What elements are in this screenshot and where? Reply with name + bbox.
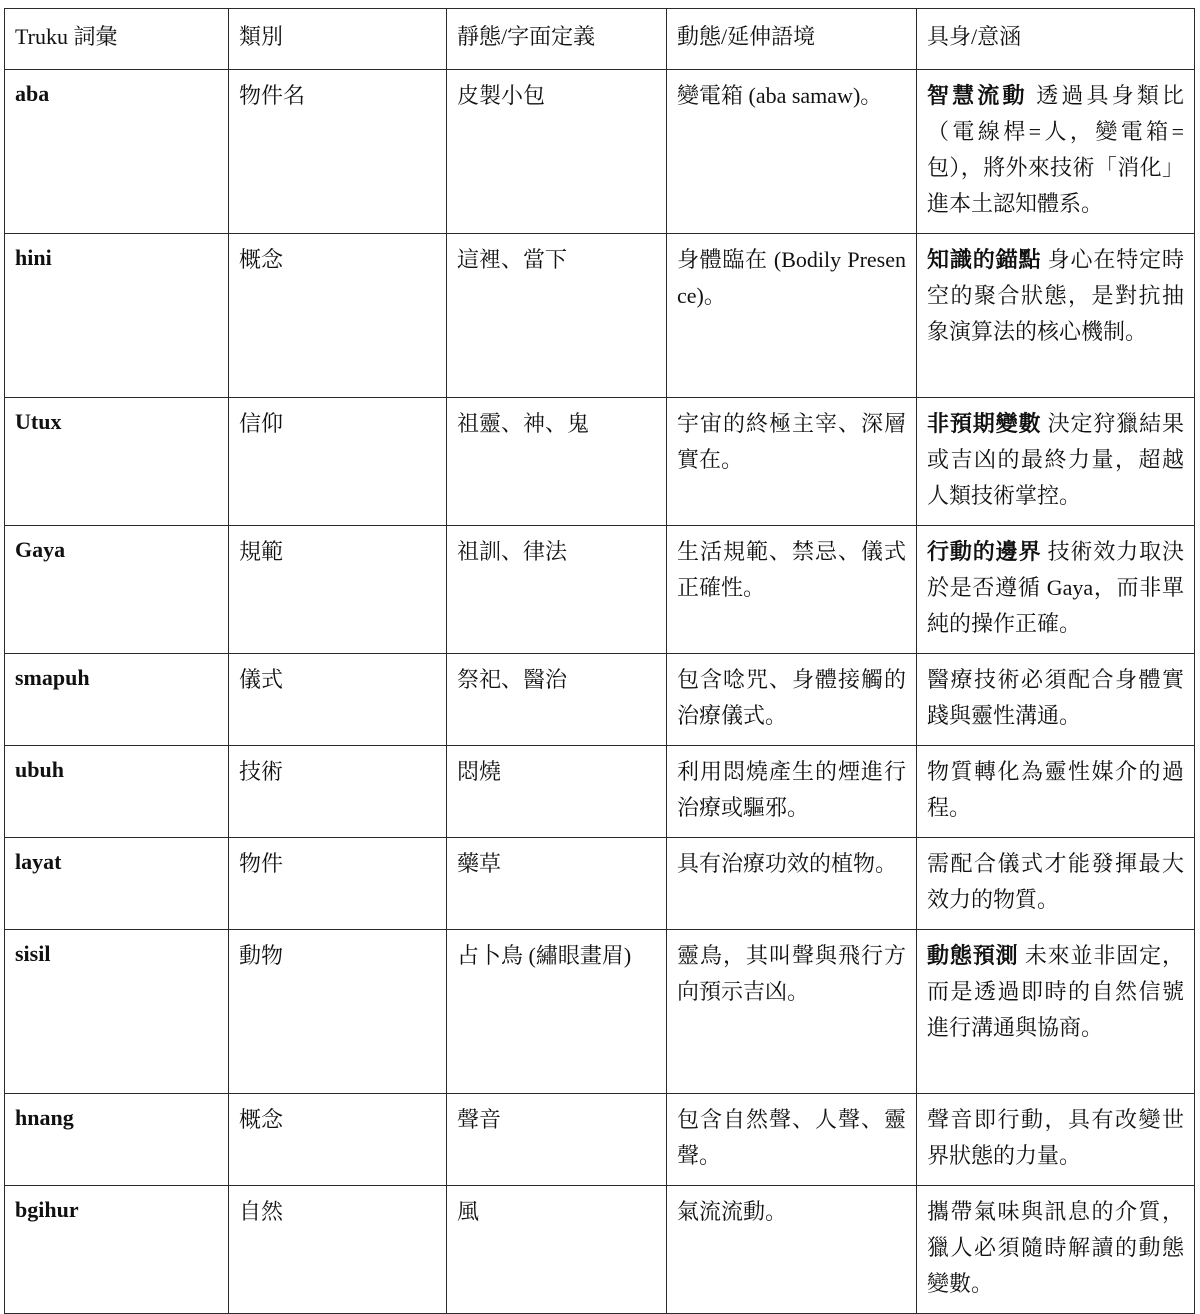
meaning-cell	[917, 70, 1195, 234]
meaning-cell	[917, 654, 1195, 746]
table-row	[5, 746, 1195, 838]
header-dynamic-context: 動態/延伸語境	[667, 9, 917, 70]
meaning-lead: 行動的邊界	[927, 539, 1042, 564]
meaning-cell	[917, 838, 1195, 930]
meaning-text: 需配合儀式才能發揮最大效力的物質。	[927, 851, 1184, 912]
meaning-cell	[917, 930, 1195, 1094]
table-row	[5, 1186, 1195, 1314]
dynamic-cell: 氣流流動。	[667, 1186, 917, 1314]
dynamic-cell: 包含自然聲、人聲、靈聲。	[667, 1094, 917, 1186]
meaning-lead: 動態預測	[927, 943, 1019, 968]
meaning-text: 身心在特定時空的聚合狀態，是對抗抽象演算法的核心機制。	[927, 247, 1184, 344]
category-cell: 規範	[229, 526, 447, 654]
dynamic-cell: 靈鳥，其叫聲與飛行方向預示吉凶。	[667, 930, 917, 1094]
table-row	[5, 654, 1195, 746]
meaning-text: 醫療技術必須配合身體實踐與靈性溝通。	[927, 667, 1184, 728]
dynamic-cell: 生活規範、禁忌、儀式正確性。	[667, 526, 917, 654]
term-cell: smapuh	[5, 654, 229, 746]
meaning-text: 攜帶氣味與訊息的介質，獵人必須隨時解讀的動態變數。	[927, 1199, 1184, 1296]
category-cell: 物件	[229, 838, 447, 930]
meaning-lead: 知識的錨點	[927, 247, 1042, 272]
truku-glossary-table	[4, 8, 1195, 1314]
table-row	[5, 930, 1195, 1094]
term-cell: sisil	[5, 930, 229, 1094]
meaning-cell	[917, 1186, 1195, 1314]
meaning-text: 物質轉化為靈性媒介的過程。	[927, 759, 1184, 820]
static-cell: 聲音	[447, 1094, 667, 1186]
header-row	[5, 9, 1195, 70]
meaning-text: 聲音即行動，具有改變世界狀態的力量。	[927, 1107, 1184, 1168]
table-row	[5, 70, 1195, 234]
meaning-lead: 智慧流動	[927, 83, 1028, 108]
dynamic-cell: 利用悶燒產生的煙進行治療或驅邪。	[667, 746, 917, 838]
meaning-text: 技術效力取決於是否遵循 Gaya，而非單純的操作正確。	[927, 539, 1184, 636]
dynamic-cell: 包含唸咒、身體接觸的治療儀式。	[667, 654, 917, 746]
category-cell: 技術	[229, 746, 447, 838]
header-term: Truku 詞彙	[5, 9, 229, 70]
table-row	[5, 398, 1195, 526]
term-cell: hnang	[5, 1094, 229, 1186]
meaning-cell	[917, 526, 1195, 654]
category-cell: 信仰	[229, 398, 447, 526]
table-row	[5, 838, 1195, 930]
static-cell: 祭祀、醫治	[447, 654, 667, 746]
header-category: 類別	[229, 9, 447, 70]
static-cell: 祖訓、律法	[447, 526, 667, 654]
static-cell: 皮製小包	[447, 70, 667, 234]
meaning-cell	[917, 398, 1195, 526]
meaning-text: 透過具身類比（電線桿=人，變電箱=包），將外來技術「消化」進本土認知體系。	[927, 83, 1184, 216]
table-row	[5, 526, 1195, 654]
meaning-cell	[917, 1094, 1195, 1186]
static-cell: 悶燒	[447, 746, 667, 838]
header-embodied-meaning: 具身/意涵	[917, 9, 1195, 70]
term-cell: bgihur	[5, 1186, 229, 1314]
dynamic-cell: 身體臨在 (Bodily Presence)。	[667, 234, 917, 398]
term-cell: hini	[5, 234, 229, 398]
category-cell: 概念	[229, 234, 447, 398]
term-cell: aba	[5, 70, 229, 234]
term-cell: layat	[5, 838, 229, 930]
meaning-cell	[917, 746, 1195, 838]
meaning-lead: 非預期變數	[927, 411, 1042, 436]
static-cell: 風	[447, 1186, 667, 1314]
term-cell: Gaya	[5, 526, 229, 654]
static-cell: 這裡、當下	[447, 234, 667, 398]
category-cell: 物件名	[229, 70, 447, 234]
category-cell: 儀式	[229, 654, 447, 746]
term-cell: ubuh	[5, 746, 229, 838]
category-cell: 自然	[229, 1186, 447, 1314]
dynamic-cell: 宇宙的終極主宰、深層實在。	[667, 398, 917, 526]
category-cell: 動物	[229, 930, 447, 1094]
term-cell: Utux	[5, 398, 229, 526]
header-static-definition: 靜態/字面定義	[447, 9, 667, 70]
static-cell: 占卜鳥 (繡眼畫眉)	[447, 930, 667, 1094]
dynamic-cell: 具有治療功效的植物。	[667, 838, 917, 930]
table-row	[5, 1094, 1195, 1186]
static-cell: 祖靈、神、鬼	[447, 398, 667, 526]
table-row	[5, 234, 1195, 398]
meaning-cell	[917, 234, 1195, 398]
meaning-text: 未來並非固定，而是透過即時的自然信號進行溝通與協商。	[927, 943, 1184, 1040]
glossary-sheet	[4, 8, 1194, 1314]
category-cell: 概念	[229, 1094, 447, 1186]
dynamic-cell: 變電箱 (aba samaw)。	[667, 70, 917, 234]
meaning-text: 決定狩獵結果或吉凶的最終力量，超越人類技術掌控。	[927, 411, 1184, 508]
static-cell: 藥草	[447, 838, 667, 930]
